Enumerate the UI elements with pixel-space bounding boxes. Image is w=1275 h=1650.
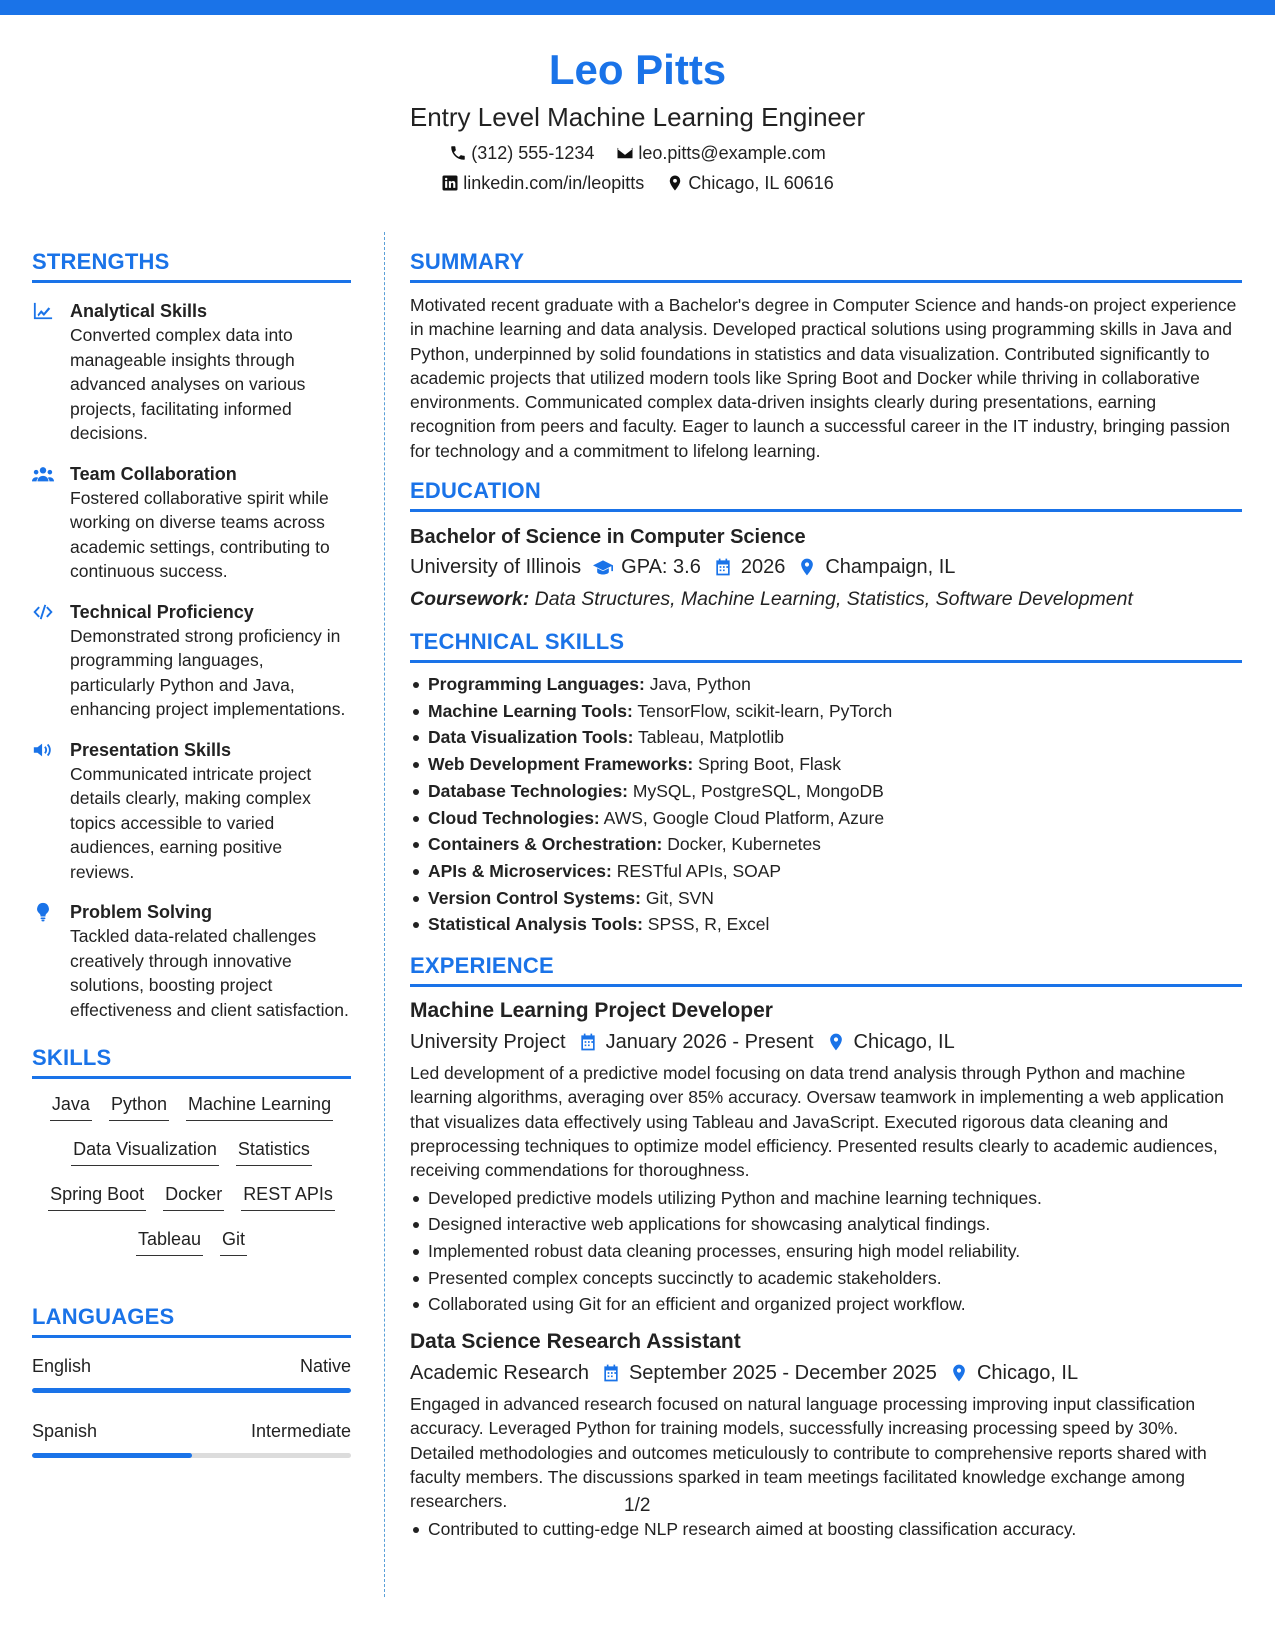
skill-tag: Java xyxy=(50,1091,92,1121)
column-divider xyxy=(384,232,385,1597)
strength-title: Analytical Skills xyxy=(70,301,208,321)
skill-category: Web Development Frameworks: xyxy=(428,754,694,775)
linkedin-icon xyxy=(441,174,459,192)
map-pin-icon xyxy=(949,1363,969,1383)
list-item xyxy=(410,698,1242,725)
coursework-label: Coursework: xyxy=(410,588,530,611)
skill-category: Programming Languages: xyxy=(428,674,645,695)
job-title: Data Science Research Assistant xyxy=(410,1330,741,1354)
list-item xyxy=(410,724,1242,751)
skill-row xyxy=(32,1181,351,1226)
job-description: Engaged in advanced research focused on natural language processing improving input classification accuracy. Leveraged Python for training models, successfully increasing processing speed by 30%. Detailed methodologies and outcomes meticulously to contribute to comprehensive reports shared with faculty members. The discussions sparked in team meetings facilitated knowledge exchange among researchers. xyxy=(410,1394,1207,1512)
list-item: Presented complex concepts succinctly to academic stakeholders. xyxy=(410,1265,1242,1292)
strength-title: Team Collaboration xyxy=(70,463,237,484)
strength-item xyxy=(32,600,351,722)
summary-text: Motivated recent graduate with a Bachelor's degree in Computer Science and hands-on project experience in machine learning and data analysis. Developed practical solutions using programming skills in Java and Python, underpinned by solid foundations in statistics and data visualization. Contributed significantly to academic projects that utilized modern tools like Spring Boot and Docker while thriving in collaborative environments. Communicated complex data-driven insights clearly during presentations, earning recognition from peers and faculty. Eager to launch a successful career in the IT industry, bringing passion for technology and a commitment to lifelong learning. xyxy=(410,295,1237,461)
lightbulb-icon xyxy=(32,902,54,922)
list-item xyxy=(410,805,1242,832)
skill-values: MySQL, PostgreSQL, MongoDB xyxy=(632,780,884,801)
skill-tag: Data Visualization xyxy=(71,1136,219,1166)
skill-values: Git, SVN xyxy=(645,887,714,908)
language-level-fill xyxy=(32,1388,351,1393)
strength-text: Converted complex data into manageable insights through advanced analyses on various projects, facilitating informed decisions. xyxy=(70,325,306,443)
list-item: Implemented robust data cleaning processes, ensuring high model reliability. xyxy=(410,1238,1242,1265)
technical-skills-list xyxy=(410,671,1242,938)
skill-values: Java, Python xyxy=(649,674,751,695)
language-level-bar xyxy=(32,1453,351,1458)
languages-heading: LANGUAGES xyxy=(32,1303,351,1338)
list-item xyxy=(410,671,1242,698)
right-column xyxy=(410,248,1242,1542)
skill-tag: Tableau xyxy=(136,1226,203,1256)
language-item xyxy=(32,1419,351,1458)
job-title: Machine Learning Project Developer xyxy=(410,999,773,1023)
language-name: English xyxy=(32,1356,92,1376)
skill-category: Database Technologies: xyxy=(428,780,629,801)
skill-tag: Machine Learning xyxy=(186,1091,333,1121)
map-pin-icon xyxy=(797,557,817,577)
skill-values: SPSS, R, Excel xyxy=(647,914,770,935)
education-meta xyxy=(410,552,1242,582)
job-entry xyxy=(410,1328,1242,1542)
candidate-name: Leo Pitts xyxy=(548,46,727,93)
skill-tag: Docker xyxy=(163,1181,224,1211)
skill-category: Data Visualization Tools: xyxy=(428,727,634,748)
calendar-icon xyxy=(578,1032,598,1052)
page-number: 1/2 xyxy=(624,1495,651,1516)
education-heading: EDUCATION xyxy=(410,477,1242,512)
gpa: GPA: 3.6 xyxy=(621,556,701,579)
list-item: Collaborated using Git for an efficient and organized project workflow. xyxy=(410,1291,1242,1318)
skill-tag: REST APIs xyxy=(241,1181,335,1211)
skill-values: TensorFlow, scikit-learn, PyTorch xyxy=(637,700,893,721)
degree: Bachelor of Science in Computer Science xyxy=(410,526,806,549)
contact-row-1 xyxy=(0,142,1275,164)
skill-tag: Spring Boot xyxy=(48,1181,146,1211)
skill-values: Tableau, Matplotlib xyxy=(638,727,784,748)
strength-item xyxy=(32,462,351,584)
skills-heading: SKILLS xyxy=(32,1044,351,1079)
job-description: Led development of a predictive model focusing on data trend analysis through Python and machine learning algorithms, averaging over 85% accuracy. Oversaw teamwork in implementing a web application that visualizes data effectively using Tableau and JavaScript. Executed rigorous data cleaning and preprocessing techniques to optimize model efficiency. Presented results clearly to academic audiences, receiving commendations for thoroughness. xyxy=(410,1063,1224,1181)
skill-values: Docker, Kubernetes xyxy=(667,834,821,855)
location-text: Chicago, IL 60616 xyxy=(688,173,834,193)
skill-category: APIs & Microservices: xyxy=(428,861,612,881)
left-column xyxy=(32,248,351,1458)
job-org: Academic Research xyxy=(410,1362,589,1385)
language-level-bar xyxy=(32,1388,351,1393)
strength-text: Communicated intricate project details clearly, making complex topics accessible to varied audiences, earning positive reviews. xyxy=(70,763,312,882)
school-location: Champaign, IL xyxy=(825,556,956,579)
graduation-cap-icon xyxy=(593,557,613,577)
job-bullets xyxy=(410,1516,1242,1543)
skill-tag: Python xyxy=(109,1091,169,1121)
envelope-icon xyxy=(616,144,634,162)
job-location: Chicago, IL xyxy=(853,1031,955,1054)
code-icon xyxy=(32,602,54,622)
strength-item xyxy=(32,299,351,446)
job-location: Chicago, IL xyxy=(976,1362,1079,1385)
skill-tag: Git xyxy=(220,1226,247,1256)
job-meta xyxy=(410,1358,1242,1388)
skill-values: Spring Boot, Flask xyxy=(698,754,842,775)
top-accent-bar xyxy=(0,0,1275,15)
list-item: Contributed to cutting-edge NLP research aimed at boosting classification accuracy. xyxy=(410,1516,1242,1543)
calendar-icon xyxy=(713,557,733,577)
list-item xyxy=(410,858,1242,885)
summary-heading: SUMMARY xyxy=(410,248,1242,283)
skill-category: Cloud Technologies: xyxy=(428,807,600,828)
email-text[interactable]: leo.pitts@example.com xyxy=(638,143,826,163)
chart-line-icon xyxy=(32,301,54,321)
map-pin-icon xyxy=(666,174,684,192)
list-item xyxy=(410,831,1242,858)
list-item: Developed predictive models utilizing Python and machine learning techniques. xyxy=(410,1185,1242,1212)
experience-heading: EXPERIENCE xyxy=(410,952,1242,987)
job-meta xyxy=(410,1027,1242,1057)
candidate-title: Entry Level Machine Learning Engineer xyxy=(409,102,866,132)
technical-skills-heading: TECHNICAL SKILLS xyxy=(410,628,1242,663)
strength-title: Problem Solving xyxy=(70,902,213,922)
language-level-fill xyxy=(32,1453,192,1458)
job-dates: January 2026 - Present xyxy=(605,1031,814,1054)
skill-category: Version Control Systems: xyxy=(428,887,641,908)
job-entry xyxy=(410,997,1242,1318)
skill-values: RESTful APIs, SOAP xyxy=(616,861,782,881)
skill-category: Containers & Orchestration: xyxy=(428,834,663,855)
language-level: Native xyxy=(299,1356,351,1376)
coursework-list: Data Structures, Machine Learning, Statistics, Software Development xyxy=(534,588,1133,611)
list-item: Designed interactive web applications for showcasing analytical findings. xyxy=(410,1211,1242,1238)
resume-header xyxy=(0,42,1275,194)
phone-contact xyxy=(449,142,594,164)
strength-text: Tackled data-related challenges creatively through innovative solutions, boosting project effectiveness and client satisfaction. xyxy=(70,926,349,1020)
skill-values: AWS, Google Cloud Platform, Azure xyxy=(603,807,885,828)
coursework xyxy=(410,584,1242,614)
job-dates: September 2025 - December 2025 xyxy=(628,1362,937,1385)
job-bullets xyxy=(410,1185,1242,1319)
phone-icon xyxy=(449,144,467,162)
phone-text: (312) 555-1234 xyxy=(471,143,595,163)
graduation-year: 2026 xyxy=(740,556,786,579)
language-name: Spanish xyxy=(32,1421,98,1441)
school-name: University of Illinois xyxy=(410,556,582,579)
list-item xyxy=(410,885,1242,912)
strength-title: Technical Proficiency xyxy=(70,601,254,622)
speaker-icon xyxy=(32,740,54,760)
linkedin-contact[interactable] xyxy=(441,172,644,194)
skill-category: Machine Learning Tools: xyxy=(428,700,633,721)
languages-list xyxy=(32,1354,351,1458)
strengths-heading: STRENGTHS xyxy=(32,248,351,283)
contact-row-2 xyxy=(0,172,1275,194)
strength-title: Presentation Skills xyxy=(70,739,232,760)
skill-row xyxy=(32,1226,351,1271)
strength-text: Demonstrated strong proficiency in programming languages, particularly Python and Java, enhancing project implementations. xyxy=(70,625,346,719)
location-contact xyxy=(666,172,833,194)
users-icon xyxy=(32,464,54,484)
list-item xyxy=(410,751,1242,778)
strength-item xyxy=(32,738,351,885)
list-item xyxy=(410,778,1242,805)
skill-tag: Statistics xyxy=(236,1136,312,1166)
linkedin-text[interactable]: linkedin.com/in/leopitts xyxy=(463,173,645,193)
strength-item xyxy=(32,900,351,1022)
skill-category: Statistical Analysis Tools: xyxy=(428,914,643,935)
skill-row xyxy=(32,1091,351,1136)
job-org: University Project xyxy=(410,1031,566,1054)
list-item xyxy=(410,911,1242,938)
skills-cloud xyxy=(32,1091,351,1271)
language-level: Intermediate xyxy=(250,1421,351,1441)
skill-row xyxy=(32,1136,351,1181)
language-item xyxy=(32,1354,351,1393)
calendar-icon xyxy=(601,1363,621,1383)
email-contact[interactable] xyxy=(616,142,825,164)
strength-text: Fostered collaborative spirit while working on diverse teams across academic settings, contributing to continuous success. xyxy=(70,487,330,581)
map-pin-icon xyxy=(826,1032,846,1052)
